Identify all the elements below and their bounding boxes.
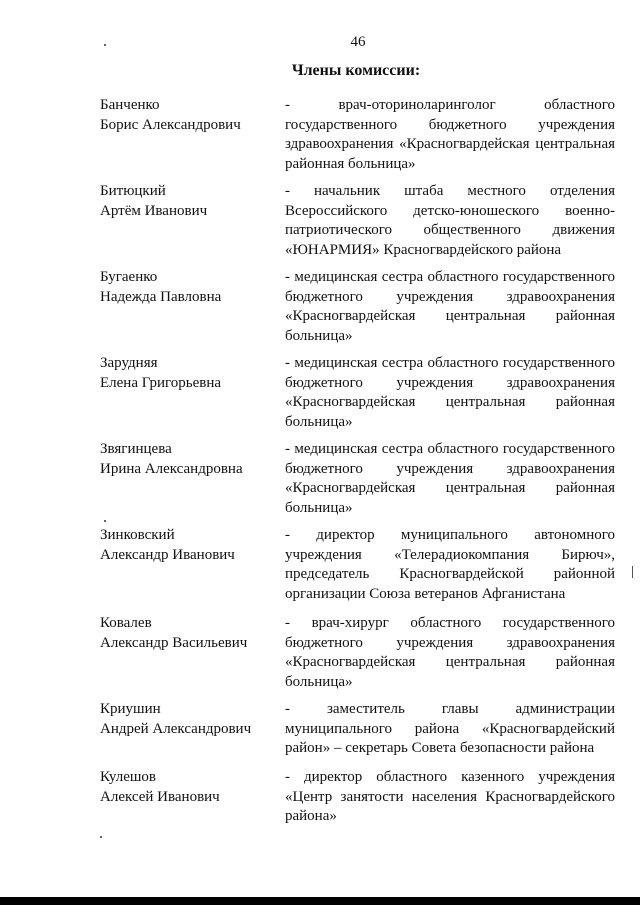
- page-number: 46: [350, 34, 366, 50]
- member-name: [100, 700, 280, 739]
- member-name: [100, 614, 280, 653]
- scan-edge-mark: [632, 566, 633, 578]
- scan-bottom-edge: [0, 897, 640, 905]
- member-given-name: Борис Александрович: [100, 116, 241, 133]
- member-name: [100, 768, 280, 807]
- member-given-name: Ирина Александровна: [100, 460, 243, 477]
- member-position: - директор муниципального автономного учреждения «Телерадиокомпания Бирюч», председатель Красногвардейской районной организации Союза ветеранов Афганистана: [285, 527, 615, 602]
- member-position: - медицинская сестра областного государственного бюджетного учреждения здравоохранения «Красногвардейская центральная районная больница»: [285, 441, 615, 516]
- member-surname: Звягинцева: [100, 441, 172, 457]
- member-surname: Криушин: [100, 701, 161, 717]
- member-name: [100, 526, 280, 565]
- member-given-name: Надежда Павловна: [100, 288, 222, 305]
- member-given-name: Елена Григорьевна: [100, 374, 222, 391]
- member-given-name: Алексей Иванович: [100, 788, 220, 805]
- member-surname: Банченко: [100, 97, 160, 113]
- member-surname: Ковалев: [100, 615, 152, 631]
- member-given-name: Артём Иванович: [100, 202, 208, 219]
- member-position: - директор областного казенного учреждения «Центр занятости населения Красногвардейского района»: [285, 769, 615, 824]
- member-given-name: Александр Иванович: [100, 546, 235, 563]
- member-given-name: Александр Васильевич: [100, 634, 248, 651]
- scan-speck: [104, 44, 106, 46]
- section-heading: Члены комиссии:: [291, 62, 421, 79]
- member-name: [100, 96, 280, 135]
- member-name: [100, 182, 280, 221]
- member-name: [100, 354, 280, 393]
- scan-speck: [104, 520, 106, 522]
- member-name: [100, 440, 280, 479]
- member-surname: Битюцкий: [100, 183, 166, 199]
- member-position: - заместитель главы администрации муниципального района «Красногвардейский район» – секретарь Совета безопасности района: [285, 701, 615, 756]
- member-name: [100, 268, 280, 307]
- scan-speck: [100, 836, 102, 838]
- member-given-name: Андрей Александрович: [100, 720, 252, 737]
- member-surname: Зинковский: [100, 527, 175, 543]
- member-position: - медицинская сестра областного государственного бюджетного учреждения здравоохранения «Красногвардейская центральная районная больница»: [285, 355, 615, 430]
- member-position: - медицинская сестра областного государственного бюджетного учреждения здравоохранения «Красногвардейская центральная районная больница»: [285, 269, 615, 344]
- member-surname: Зарудняя: [100, 355, 158, 371]
- member-surname: Бугаенко: [100, 269, 158, 285]
- member-position: - врач-хирург областного государственного бюджетного учреждения здравоохранения «Красногвардейская центральная районная больница»: [285, 615, 615, 690]
- member-position: - начальник штаба местного отделения Всероссийского детско-юношеского военно-патриотического общественного движения «ЮНАРМИЯ» Красногвардейского района: [285, 183, 615, 258]
- member-position: - врач-оториноларинголог областного государственного бюджетного учреждения здравоохранения «Красногвардейская центральная районная больница»: [285, 97, 615, 172]
- member-surname: Кулешов: [100, 769, 156, 785]
